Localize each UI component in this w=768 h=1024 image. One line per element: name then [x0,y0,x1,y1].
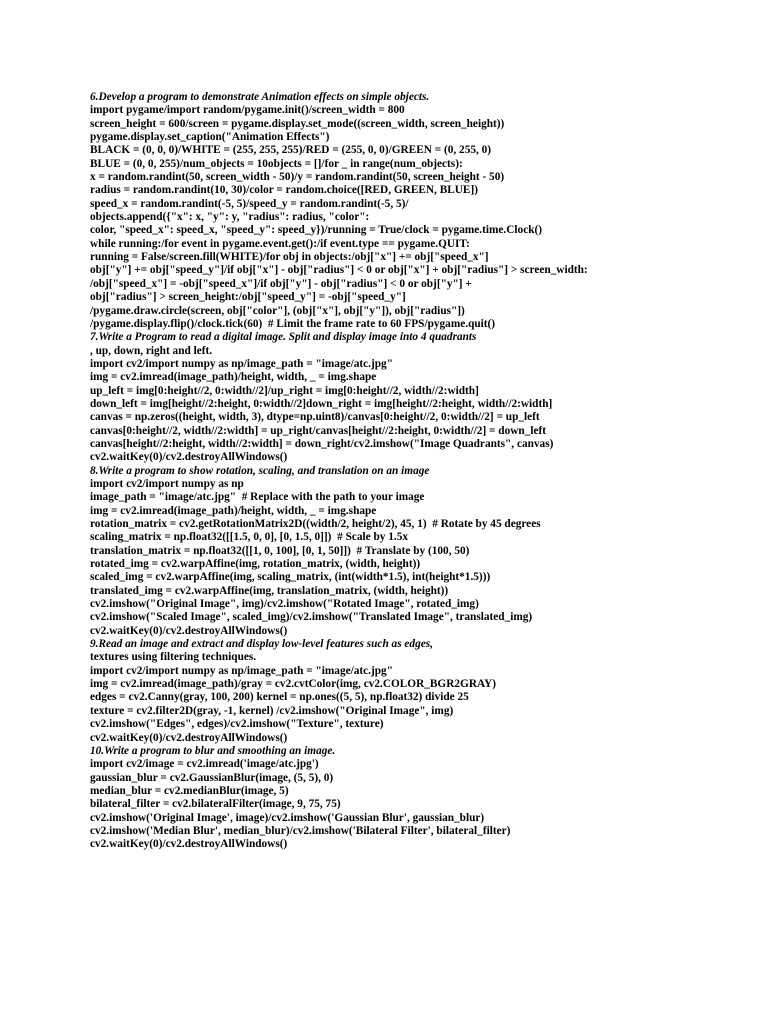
code-line: cv2.imshow('Original Image', image)/cv2.imshow('Gaussian Blur', gaussian_blur) [90,811,485,824]
code-line: edges = cv2.Canny(gray, 100, 200) kernel = np.ones((5, 5), np.float32) divide 25 [90,691,469,704]
code-line: /pygame.display.flip()/clock.tick(60) # Limit the frame rate to 60 FPS/pygame.quit() [90,317,496,330]
document-page [90,91,760,852]
code-line: img = cv2.imread(image_path)/height, width, _ = img.shape [90,504,377,517]
code-line: canvas = np.zeros((height, width, 3), dtype=np.uint8)/canvas[0:height//2, 0:width//2] = up_left [90,411,540,424]
code-line: import cv2/import numpy as np/image_path = "image/atc.jpg" [90,357,393,370]
code-line: cv2.imshow("Original Image", img)/cv2.imshow("Rotated Image", rotated_img) [90,598,479,611]
code-line: cv2.waitKey(0)/cv2.destroyAllWindows() [90,731,288,744]
code-line: image_path = "image/atc.jpg" # Replace with the path to your image [90,491,425,504]
code-line: obj["y"] += obj["speed_y"]/if obj["x"] - obj["radius"] < 0 or obj["x"] + obj["radius"] > screen_width: [90,264,588,277]
code-line: import cv2/import numpy as np/image_path = "image/atc.jpg" [90,664,393,677]
code-line: objects.append({"x": x, "y": y, "radius": radius, "color": [90,211,370,224]
code-line: x = random.randint(50, screen_width - 50)/y = random.randint(50, screen_height - 50) [90,171,505,184]
code-line: cv2.waitKey(0)/cv2.destroyAllWindows() [90,451,288,464]
code-line: obj["radius"] > screen_height:/obj["speed_y"] = -obj["speed_y"] [90,291,406,304]
section-heading: 10.Write a program to blur and smoothing an image. [90,744,336,757]
code-line: scaling_matrix = np.float32([[1.5, 0, 0], [0, 1.5, 0]]) # Scale by 1.5x [90,531,409,544]
section-heading: 8.Write a program to show rotation, scaling, and translation on an image [90,464,430,477]
code-line: running = False/screen.fill(WHITE)/for obj in objects:/obj["x"] += obj["speed_x"] [90,251,489,264]
code-line: median_blur = cv2.medianBlur(image, 5) [90,784,289,797]
code-line: /obj["speed_x"] = -obj["speed_x"]/if obj["y"] - obj["radius"] < 0 or obj["y"] + [90,277,472,290]
code-line: color, "speed_x": speed_x, "speed_y": speed_y})/running = True/clock = pygame.time.Clock() [90,224,543,237]
code-line: cv2.waitKey(0)/cv2.destroyAllWindows() [90,624,288,637]
code-line: bilateral_filter = cv2.bilateralFilter(image, 9, 75, 75) [90,798,341,811]
code-line: rotation_matrix = cv2.getRotationMatrix2D((width/2, height/2), 45, 1) # Rotate by 45 degrees [90,518,541,530]
code-line: pygame.display.set_caption("Animation Effects") [90,131,330,144]
code-line: down_left = img[height//2:height, 0:width//2]down_right = img[height//2:height, width//2:width] [90,397,553,410]
code-line: import pygame/import random/pygame.init()/screen_width = 800 [90,104,405,117]
code-line: cv2.imshow("Edges", edges)/cv2.imshow("Texture", texture) [90,718,384,731]
code-line: while running:/for event in pygame.event.get():/if event.type == pygame.QUIT: [90,237,470,250]
code-line: cv2.imshow("Scaled Image", scaled_img)/cv2.imshow("Translated Image", translated_img) [90,611,533,624]
code-line: BLUE = (0, 0, 255)/num_objects = 10objects = []/for _ in range(num_objects): [90,157,463,170]
code-line: radius = random.randint(10, 30)/color = random.choice([RED, GREEN, BLUE]) [90,184,478,197]
code-line: textures using filtering techniques. [90,651,257,664]
code-line: screen_height = 600/screen = pygame.display.set_mode((screen_width, screen_height)) [90,117,505,130]
code-line: canvas[height//2:height, width//2:width] = down_right/cv2.imshow("Image Quadrants", canvas) [90,437,554,450]
code-line: , up, down, right and left. [90,344,213,357]
code-line: translation_matrix = np.float32([[1, 0, 100], [0, 1, 50]]) # Translate by (100, 50) [90,544,470,557]
code-line: canvas[0:height//2, width//2:width] = up_right/canvas[height//2:height, 0:width//2] = down_left [90,424,546,437]
code-line: translated_img = cv2.warpAffine(img, translation_matrix, (width, height)) [90,584,449,597]
code-line: img = cv2.imread(image_path)/height, width, _ = img.shape [90,371,377,384]
code-line: /pygame.draw.circle(screen, obj["color"], (obj["x"], obj["y"]), obj["radius"]) [90,304,465,317]
code-line: speed_x = random.randint(-5, 5)/speed_y = random.randint(-5, 5)/ [90,197,409,210]
code-line: import cv2/image = cv2.imread('image/atc.jpg') [90,758,319,771]
code-line: cv2.imshow('Median Blur', median_blur)/cv2.imshow('Bilateral Filter', bilateral_filter) [90,824,511,837]
code-line: import cv2/import numpy as np [90,477,244,490]
code-line: img = cv2.imread(image_path)/gray = cv2.cvtColor(img, cv2.COLOR_BGR2GRAY) [90,678,497,691]
section-heading: 7.Write a Program to read a digital image. Split and display image into 4 quadrants [90,331,477,344]
section-heading: 9.Read an image and extract and display low-level features such as edges, [90,638,433,651]
code-line: scaled_img = cv2.warpAffine(img, scaling_matrix, (int(width*1.5), int(height*1.5))) [90,571,491,584]
code-line: cv2.waitKey(0)/cv2.destroyAllWindows() [90,838,288,851]
code-line: rotated_img = cv2.warpAffine(img, rotation_matrix, (width, height)) [90,558,421,571]
code-line: up_left = img[0:height//2, 0:width//2]/up_right = img[0:height//2, width//2:width] [90,384,479,397]
section-heading: 6.Develop a program to demonstrate Animation effects on simple objects. [90,91,430,103]
code-line: BLACK = (0, 0, 0)/WHITE = (255, 255, 255)/RED = (255, 0, 0)/GREEN = (0, 255, 0) [90,144,492,157]
code-line: gaussian_blur = cv2.GaussianBlur(image, (5, 5), 0) [90,771,334,784]
code-line: texture = cv2.filter2D(gray, -1, kernel) /cv2.imshow("Original Image", img) [90,704,454,717]
